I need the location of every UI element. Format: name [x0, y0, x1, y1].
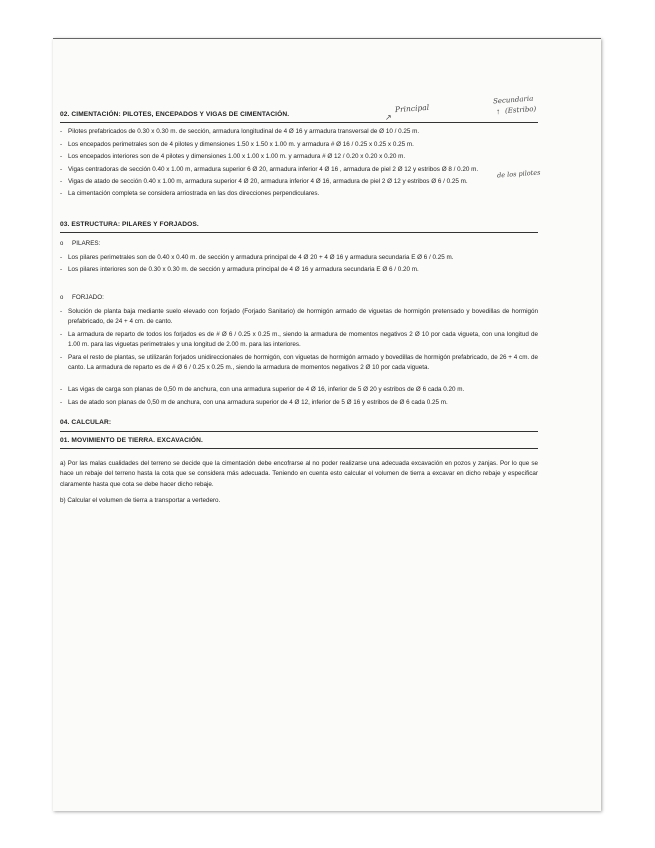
paragraph-a: a) Por las malas cualidades del terreno se decide que la cimentación debe encofrarse al no poder realizarse una adecuada excavación en pozos y zanjas. Por lo que se hace un rebaje del terreno hasta la cota que se considera más adecuada. Teniendo en cuenta esto calcular el volumen de tierra a excavar en dicho rebaje y especificar claramente hasta que cota se debe hacer dicho rebaje.	[60, 459, 538, 488]
forjado-label: o FORJADO:	[60, 293, 538, 303]
list-item: - Los encepados interiores son de 4 pilotes y dimensiones 1.00 x 1.00 x 1.00 m. y armadura # Ø 12 / 0.20 x 0.20 x 0.20 m.	[60, 152, 538, 162]
list-item: - Las vigas de carga son planas de 0,50 m de anchura, con una armadura superior de 4 Ø 16, inferior de 5 Ø 20 y estribos de Ø 6 cada 0.20 m.	[60, 385, 538, 395]
handwritten-note-estribo: (Estribo)	[504, 104, 537, 116]
handwritten-note-pilotes: de los pilotes	[496, 168, 541, 180]
handwritten-arrow-estribo: ↑	[496, 107, 500, 116]
list-item: - Solución de planta baja mediante suelo elevado con forjado (Forjado Sanitario) de hormigón armado de viguetas de hormigón pretensado y bovedillas de hormigón prefabricado, de 24 + 4 cm. de canto.	[60, 307, 538, 328]
list-item: - Los pilares interiores son de 0.30 x 0.30 m. de sección y armadura principal de 4 Ø 16 y armadura secundaria E Ø 6 / 0.20 m.	[60, 265, 538, 275]
list-item: - Vigas centradoras de sección 0.40 x 1.00 m, armadura superior 6 Ø 20, armadura inferior 4 Ø 16 , armadura de piel 2 Ø 12 y estribos Ø 8 / 0.20 m.	[60, 165, 538, 175]
section-02-list	[60, 127, 538, 199]
pilares-label: o PILARES:	[60, 239, 538, 249]
list-item: - Los pilares perimetrales son de 0.40 x 0.40 m. de sección y armadura principal de 4 Ø 20 + 4 Ø 16 y armadura secundaria E Ø 6 / 0.25 m.	[60, 253, 538, 263]
section-03-title: 03. ESTRUCTURA: PILARES Y FORJADOS.	[60, 220, 538, 233]
section-04-subtitle: 01. MOVIMIENTO DE TIERRA. EXCAVACIÓN.	[60, 436, 538, 449]
list-item: - Vigas de atado de sección 0.40 x 1.00 m, armadura superior 4 Ø 20, armadura inferior 4 Ø 16, armadura de piel 2 Ø 12 y estribos Ø 6 / 0.25 m.	[60, 177, 538, 187]
handwritten-note-secundaria: Secundaria	[492, 94, 534, 106]
handwritten-note-principal: Principal	[394, 102, 430, 115]
forjado-list	[60, 307, 538, 373]
list-item: - Para el resto de plantas, se utilizarán forjados unidireccionales de hormigón, con viguetas de hormigón armado y bovedillas de hormigón prefabricado, de 26 + 4 cm. de canto. La armadura de reparto es de # Ø 6 / 0.25 x 0.25 m., siendo la armadura de momentos negativos 2 Ø 10 por cada vigueta.	[60, 353, 538, 374]
handwritten-arrow-principal: ↗	[385, 113, 392, 122]
paragraph-b: b) Calcular el volumen de tierra a transportar a vertedero.	[60, 497, 221, 505]
section-02-title: 02. CIMENTACIÓN: PILOTES, ENCEPADOS Y VIGAS DE CIMENTACIÓN.	[60, 110, 538, 123]
vigas-list	[60, 385, 538, 408]
list-item: - Pilotes prefabricados de 0.30 x 0.30 m. de sección, armadura longitudinal de 4 Ø 16 y armadura transversal de Ø 10 / 0.25 m.	[60, 127, 538, 137]
list-item: - La armadura de reparto de todos los forjados es de # Ø 6 / 0.25 x 0.25 m., siendo la armadura de momentos negativos 2 Ø 10 por cada vigueta, con una longitud de 1.00 m. para las viguetas perimetrales y una longitud de 2.00 m. para las interiores.	[60, 330, 538, 351]
list-item: - La cimentación completa se considera arriostrada en las dos direcciones perpendiculares.	[60, 189, 538, 199]
pilares-list	[60, 253, 538, 276]
document-content	[60, 110, 538, 513]
section-04-title: 04. CALCULAR:	[60, 418, 538, 431]
list-item: - Las de atado son planas de 0,50 m de anchura, con una armadura superior de 4 Ø 12, inferior de 5 Ø 16 y estribos de Ø 6 cada 0.25 m.	[60, 398, 538, 408]
list-item: - Los encepados perimetrales son de 4 pilotes y dimensiones 1.50 x 1.50 x 1.00 m. y armadura # Ø 16 / 0.25 x 0.25 x 0.25 m.	[60, 140, 538, 150]
